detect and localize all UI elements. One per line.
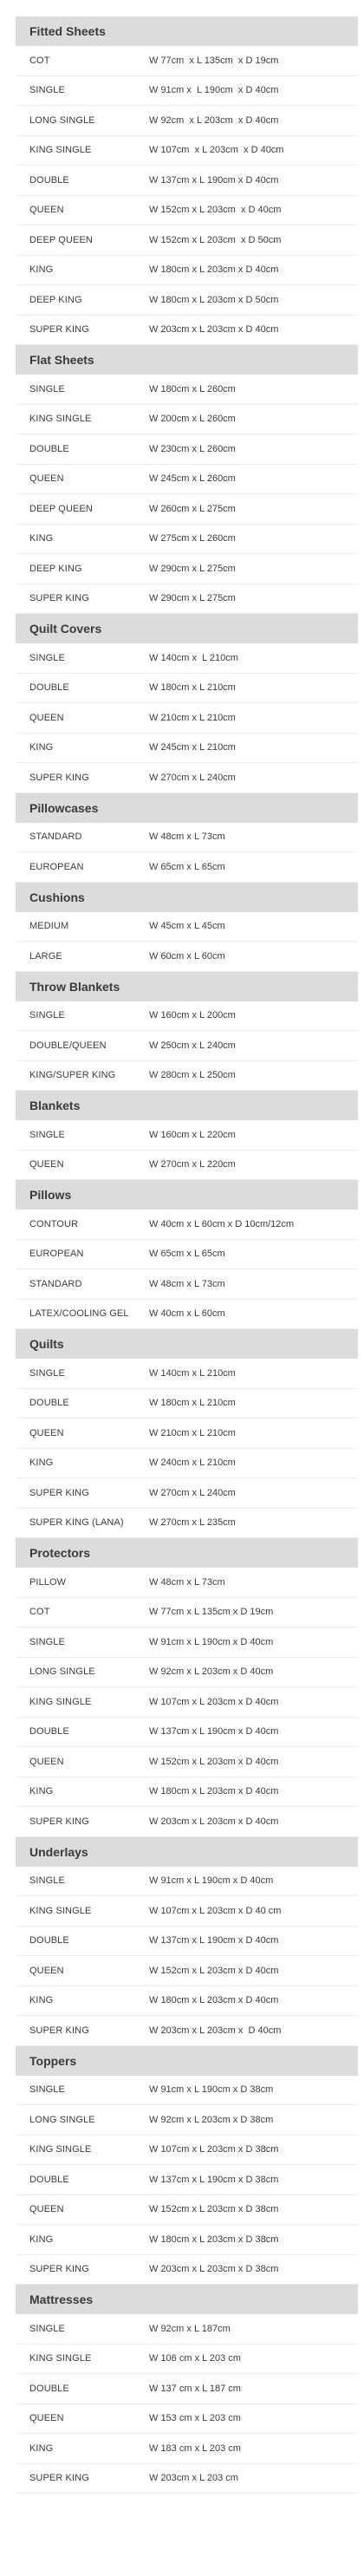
size-dimensions: W 203cm x L 203cm x D 40cm [149, 2025, 282, 2036]
table-row [16, 2344, 358, 2375]
size-dimensions: W 180cm x L 260cm [149, 383, 236, 395]
table-row [16, 1240, 358, 1270]
size-section [16, 1180, 358, 1329]
table-row [16, 434, 358, 465]
size-dimensions: W 40cm x L 60cm x D 10cm/12cm [149, 1218, 295, 1229]
size-dimensions: W 183 cm x L 203 cm [149, 2442, 241, 2454]
table-row [16, 763, 358, 793]
size-dimensions: W 290cm x L 275cm [149, 593, 236, 604]
section-title: Cushions [16, 883, 358, 912]
size-name: PILLOW [29, 1576, 67, 1588]
table-row [16, 2136, 358, 2166]
size-name: DEEP KING [29, 294, 82, 305]
size-dimensions: W 140cm x L 210cm [149, 1367, 236, 1379]
size-dimensions: W 106 cm x L 203 cm [149, 2353, 241, 2364]
table-row [16, 1300, 358, 1330]
section-title: Toppers [16, 2046, 358, 2076]
table-row [16, 942, 358, 972]
size-name: QUEEN [29, 2204, 64, 2215]
table-row [16, 1568, 358, 1598]
size-dimensions: W 180cm x L 203cm x D 50cm [149, 294, 279, 305]
section-title: Protectors [16, 1538, 358, 1568]
table-row [16, 316, 358, 346]
size-dimensions: W 180cm x L 210cm [149, 1398, 236, 1409]
table-row [16, 225, 358, 256]
size-dimensions: W 160cm x L 220cm [149, 1129, 236, 1140]
size-dimensions: W 245cm x L 260cm [149, 473, 236, 485]
section-title: Pillows [16, 1180, 358, 1210]
size-name: KING [29, 1995, 54, 2006]
size-name: SUPER KING [29, 1816, 89, 1827]
size-name: KING [29, 264, 54, 276]
size-name: SINGLE [29, 652, 65, 663]
size-name: EUROPEAN [29, 1249, 84, 1260]
table-row [16, 375, 358, 405]
size-name: KING SINGLE [29, 1696, 92, 1707]
size-dimensions: W 137cm x L 190cm x D 40cm [149, 1726, 279, 1738]
table-row [16, 823, 358, 853]
size-dimensions: W 137 cm x L 187 cm [149, 2383, 241, 2394]
size-name: DEEP QUEEN [29, 234, 93, 245]
table-row [16, 2105, 358, 2136]
table-row [16, 1658, 358, 1688]
size-name: KING [29, 1458, 54, 1469]
table-row [16, 2314, 358, 2344]
size-dimensions: W 65cm x L 65cm [149, 1249, 225, 1260]
table-row [16, 1061, 358, 1092]
size-name: KING/SUPER KING [29, 1070, 116, 1081]
size-dimensions: W 180cm x L 203cm x D 40cm [149, 1786, 279, 1797]
size-dimensions: W 203cm x L 203cm x D 40cm [149, 324, 279, 336]
table-row [16, 46, 358, 76]
size-name: QUEEN [29, 1159, 64, 1171]
size-name: SUPER KING [29, 593, 89, 604]
table-row [16, 1747, 358, 1777]
section-title: Pillowcases [16, 793, 358, 823]
size-dimensions: W 92cm x L 187cm [149, 2323, 231, 2334]
size-section [16, 614, 358, 793]
size-name: EUROPEAN [29, 861, 84, 872]
table-row [16, 1867, 358, 1897]
section-title: Flat Sheets [16, 345, 358, 375]
table-row [16, 166, 358, 196]
size-name: MEDIUM [29, 921, 69, 932]
size-name: SINGLE [29, 2084, 65, 2096]
table-row [16, 674, 358, 704]
size-name: COT [29, 55, 50, 66]
table-row [16, 1718, 358, 1748]
size-section [16, 1091, 358, 1180]
size-dimensions: W 40cm x L 60cm [149, 1308, 225, 1320]
size-dimensions: W 48cm x L 73cm [149, 831, 225, 843]
size-name: SINGLE [29, 2323, 65, 2334]
table-row [16, 1927, 358, 1957]
size-dimensions: W 152cm x L 203cm x D 40cm [149, 205, 282, 216]
size-dimensions: W 107cm x L 203cm x D 38cm [149, 2144, 279, 2155]
size-dimensions: W 180cm x L 210cm [149, 682, 236, 694]
size-name: KING SINGLE [29, 414, 92, 425]
table-row [16, 1627, 358, 1658]
table-row [16, 76, 358, 107]
table-row [16, 285, 358, 316]
table-row [16, 584, 358, 615]
size-dimensions: W 153 cm x L 203 cm [149, 2413, 241, 2424]
size-name: SUPER KING [29, 772, 89, 783]
size-name: SUPER KING [29, 2473, 89, 2484]
size-name: KING [29, 2234, 54, 2245]
size-name: DOUBLE [29, 1398, 69, 1409]
table-row [16, 1210, 358, 1240]
table-row [16, 2374, 358, 2404]
table-row [16, 1151, 358, 1181]
table-row [16, 912, 358, 942]
size-dimensions: W 92cm x L 203cm x D 40cm [149, 1666, 274, 1678]
size-section [16, 883, 358, 972]
size-name: DOUBLE [29, 682, 69, 694]
size-name: QUEEN [29, 1965, 64, 1976]
table-row [16, 136, 358, 166]
size-dimensions: W 91cm x L 190cm x D 40cm [149, 1875, 274, 1887]
table-row [16, 1001, 358, 1032]
size-name: DOUBLE [29, 1935, 69, 1947]
table-row [16, 1359, 358, 1389]
table-row [16, 2225, 358, 2255]
size-name: COT [29, 1607, 50, 1618]
table-row [16, 2076, 358, 2106]
size-name: DOUBLE/QUEEN [29, 1040, 107, 1051]
size-name: SINGLE [29, 1367, 65, 1379]
size-name: SINGLE [29, 1875, 65, 1887]
table-row [16, 2195, 358, 2226]
table-row [16, 196, 358, 226]
size-name: DEEP QUEEN [29, 503, 93, 514]
size-name: SINGLE [29, 383, 65, 395]
size-section [16, 972, 358, 1092]
size-dimensions: W 48cm x L 73cm [149, 1278, 225, 1289]
table-row [16, 2434, 358, 2464]
table-row [16, 1509, 358, 1539]
size-dimensions: W 91cm x L 190cm x D 38cm [149, 2084, 274, 2096]
size-name: STANDARD [29, 831, 82, 843]
size-name: SUPER KING [29, 2264, 89, 2275]
size-dimensions: W 137cm x L 190cm x D 40cm [149, 174, 279, 186]
size-dimensions: W 270cm x L 235cm [149, 1517, 236, 1529]
size-dimensions: W 60cm x L 60cm [149, 950, 225, 962]
table-row [16, 2255, 358, 2286]
size-name: CONTOUR [29, 1218, 79, 1229]
table-row [16, 1269, 358, 1300]
size-dimensions: W 91cm x L 190cm x D 40cm [149, 85, 279, 96]
size-name: KING [29, 1786, 54, 1797]
size-section [16, 16, 358, 345]
size-name: KING SINGLE [29, 2144, 92, 2155]
size-dimensions: W 290cm x L 275cm [149, 563, 236, 574]
size-name: QUEEN [29, 2413, 64, 2424]
size-name: LARGE [29, 950, 62, 962]
size-section [16, 1837, 358, 2046]
size-dimensions: W 240cm x L 210cm [149, 1458, 236, 1469]
size-name: SINGLE [29, 1129, 65, 1140]
table-row [16, 2165, 358, 2195]
size-dimensions: W 280cm x L 250cm [149, 1070, 236, 1081]
table-row [16, 106, 358, 136]
section-title: Quilt Covers [16, 614, 358, 643]
size-name: KING [29, 533, 54, 545]
size-dimensions: W 210cm x L 210cm [149, 712, 236, 723]
size-dimensions: W 107cm x L 203cm x D 40 cm [149, 1905, 282, 1916]
table-row [16, 643, 358, 674]
size-dimensions: W 152cm x L 203cm x D 40cm [149, 1756, 279, 1767]
table-row [16, 554, 358, 584]
size-name: SINGLE [29, 1636, 65, 1647]
size-name: SUPER KING (LANA) [29, 1517, 124, 1529]
size-name: SINGLE [29, 85, 65, 96]
size-guide-table [16, 16, 358, 2494]
size-name: KING SINGLE [29, 2353, 92, 2364]
size-dimensions: W 152cm x L 203cm x D 50cm [149, 234, 282, 245]
size-name: STANDARD [29, 1278, 82, 1289]
size-dimensions: W 200cm x L 260cm [149, 414, 236, 425]
size-name: KING SINGLE [29, 145, 92, 156]
table-row [16, 1687, 358, 1718]
size-name: KING [29, 2442, 54, 2454]
size-name: QUEEN [29, 712, 64, 723]
size-section [16, 2046, 358, 2286]
size-dimensions: W 140cm x L 210cm [149, 652, 238, 663]
size-section [16, 345, 358, 614]
size-section [16, 2285, 358, 2494]
size-name: LATEX/COOLING GEL [29, 1308, 129, 1320]
size-dimensions: W 180cm x L 203cm x D 40cm [149, 264, 279, 276]
size-dimensions: W 77cm x L 135cm x D 19cm [149, 55, 279, 66]
table-row [16, 1031, 358, 1061]
size-dimensions: W 180cm x L 203cm x D 40cm [149, 1995, 279, 2006]
size-name: QUEEN [29, 1756, 64, 1767]
size-dimensions: W 160cm x L 200cm [149, 1010, 236, 1021]
size-dimensions: W 65cm x L 65cm [149, 861, 225, 872]
size-name: LONG SINGLE [29, 1666, 95, 1678]
table-row [16, 1777, 358, 1808]
size-dimensions: W 91cm x L 190cm x D 40cm [149, 1636, 274, 1647]
table-row [16, 852, 358, 883]
size-name: QUEEN [29, 473, 64, 485]
size-dimensions: W 203cm x L 203cm x D 38cm [149, 2264, 279, 2275]
section-title: Throw Blankets [16, 972, 358, 1001]
size-dimensions: W 48cm x L 73cm [149, 1576, 225, 1588]
size-name: KING [29, 742, 54, 753]
size-dimensions: W 203cm x L 203 cm [149, 2473, 238, 2484]
size-name: SUPER KING [29, 324, 89, 336]
size-dimensions: W 137cm x L 190cm x D 40cm [149, 1935, 279, 1947]
size-dimensions: W 45cm x L 45cm [149, 921, 225, 932]
size-name: DOUBLE [29, 174, 69, 186]
size-dimensions: W 92cm x L 203cm x D 40cm [149, 114, 279, 126]
table-row [16, 1896, 358, 1927]
size-name: KING SINGLE [29, 1905, 92, 1916]
table-row [16, 1478, 358, 1509]
table-row [16, 1418, 358, 1449]
size-dimensions: W 250cm x L 240cm [149, 1040, 236, 1051]
section-title: Underlays [16, 1837, 358, 1867]
size-section [16, 1329, 358, 1538]
table-row [16, 525, 358, 555]
size-name: DOUBLE [29, 443, 69, 454]
size-dimensions: W 180cm x L 203cm x D 38cm [149, 2234, 279, 2245]
size-name: DOUBLE [29, 2383, 69, 2394]
size-dimensions: W 245cm x L 210cm [149, 742, 236, 753]
size-dimensions: W 107cm x L 203cm x D 40cm [149, 145, 284, 156]
size-name: DEEP KING [29, 563, 82, 574]
size-name: SINGLE [29, 1010, 65, 1021]
size-name: DOUBLE [29, 1726, 69, 1738]
size-dimensions: W 210cm x L 210cm [149, 1427, 236, 1438]
size-dimensions: W 137cm x L 190cm x D 38cm [149, 2174, 279, 2185]
table-row [16, 1449, 358, 1479]
table-row [16, 2464, 358, 2494]
table-row [16, 256, 358, 286]
section-title: Quilts [16, 1329, 358, 1359]
table-row [16, 734, 358, 764]
table-row [16, 703, 358, 734]
size-dimensions: W 270cm x L 240cm [149, 1487, 236, 1498]
table-row [16, 494, 358, 525]
table-row [16, 1986, 358, 2017]
table-row [16, 1807, 358, 1837]
table-row [16, 1389, 358, 1419]
size-name: QUEEN [29, 1427, 64, 1438]
table-row [16, 1598, 358, 1628]
size-name: QUEEN [29, 205, 64, 216]
size-dimensions: W 270cm x L 240cm [149, 772, 236, 783]
table-row [16, 1120, 358, 1151]
size-dimensions: W 92cm x L 203cm x D 38cm [149, 2114, 274, 2125]
size-dimensions: W 203cm x L 203cm x D 40cm [149, 1816, 279, 1827]
table-row [16, 1956, 358, 1986]
table-row [16, 2404, 358, 2435]
table-row [16, 2016, 358, 2046]
size-name: SUPER KING [29, 2025, 89, 2036]
size-name: LONG SINGLE [29, 114, 95, 126]
size-dimensions: W 260cm x L 275cm [149, 503, 236, 514]
size-name: SUPER KING [29, 1487, 89, 1498]
table-row [16, 465, 358, 495]
section-title: Mattresses [16, 2285, 358, 2314]
section-title: Fitted Sheets [16, 16, 358, 46]
size-section [16, 793, 358, 883]
size-dimensions: W 152cm x L 203cm x D 40cm [149, 1965, 279, 1976]
size-dimensions: W 275cm x L 260cm [149, 533, 236, 545]
table-row [16, 405, 358, 435]
size-name: LONG SINGLE [29, 2114, 95, 2125]
size-dimensions: W 270cm x L 220cm [149, 1159, 236, 1171]
size-dimensions: W 230cm x L 260cm [149, 443, 236, 454]
section-title: Blankets [16, 1091, 358, 1120]
size-name: DOUBLE [29, 2174, 69, 2185]
size-dimensions: W 77cm x L 135cm x D 19cm [149, 1607, 274, 1618]
size-dimensions: W 152cm x L 203cm x D 38cm [149, 2204, 279, 2215]
size-dimensions: W 107cm x L 203cm x D 40cm [149, 1696, 279, 1707]
size-section [16, 1538, 358, 1837]
